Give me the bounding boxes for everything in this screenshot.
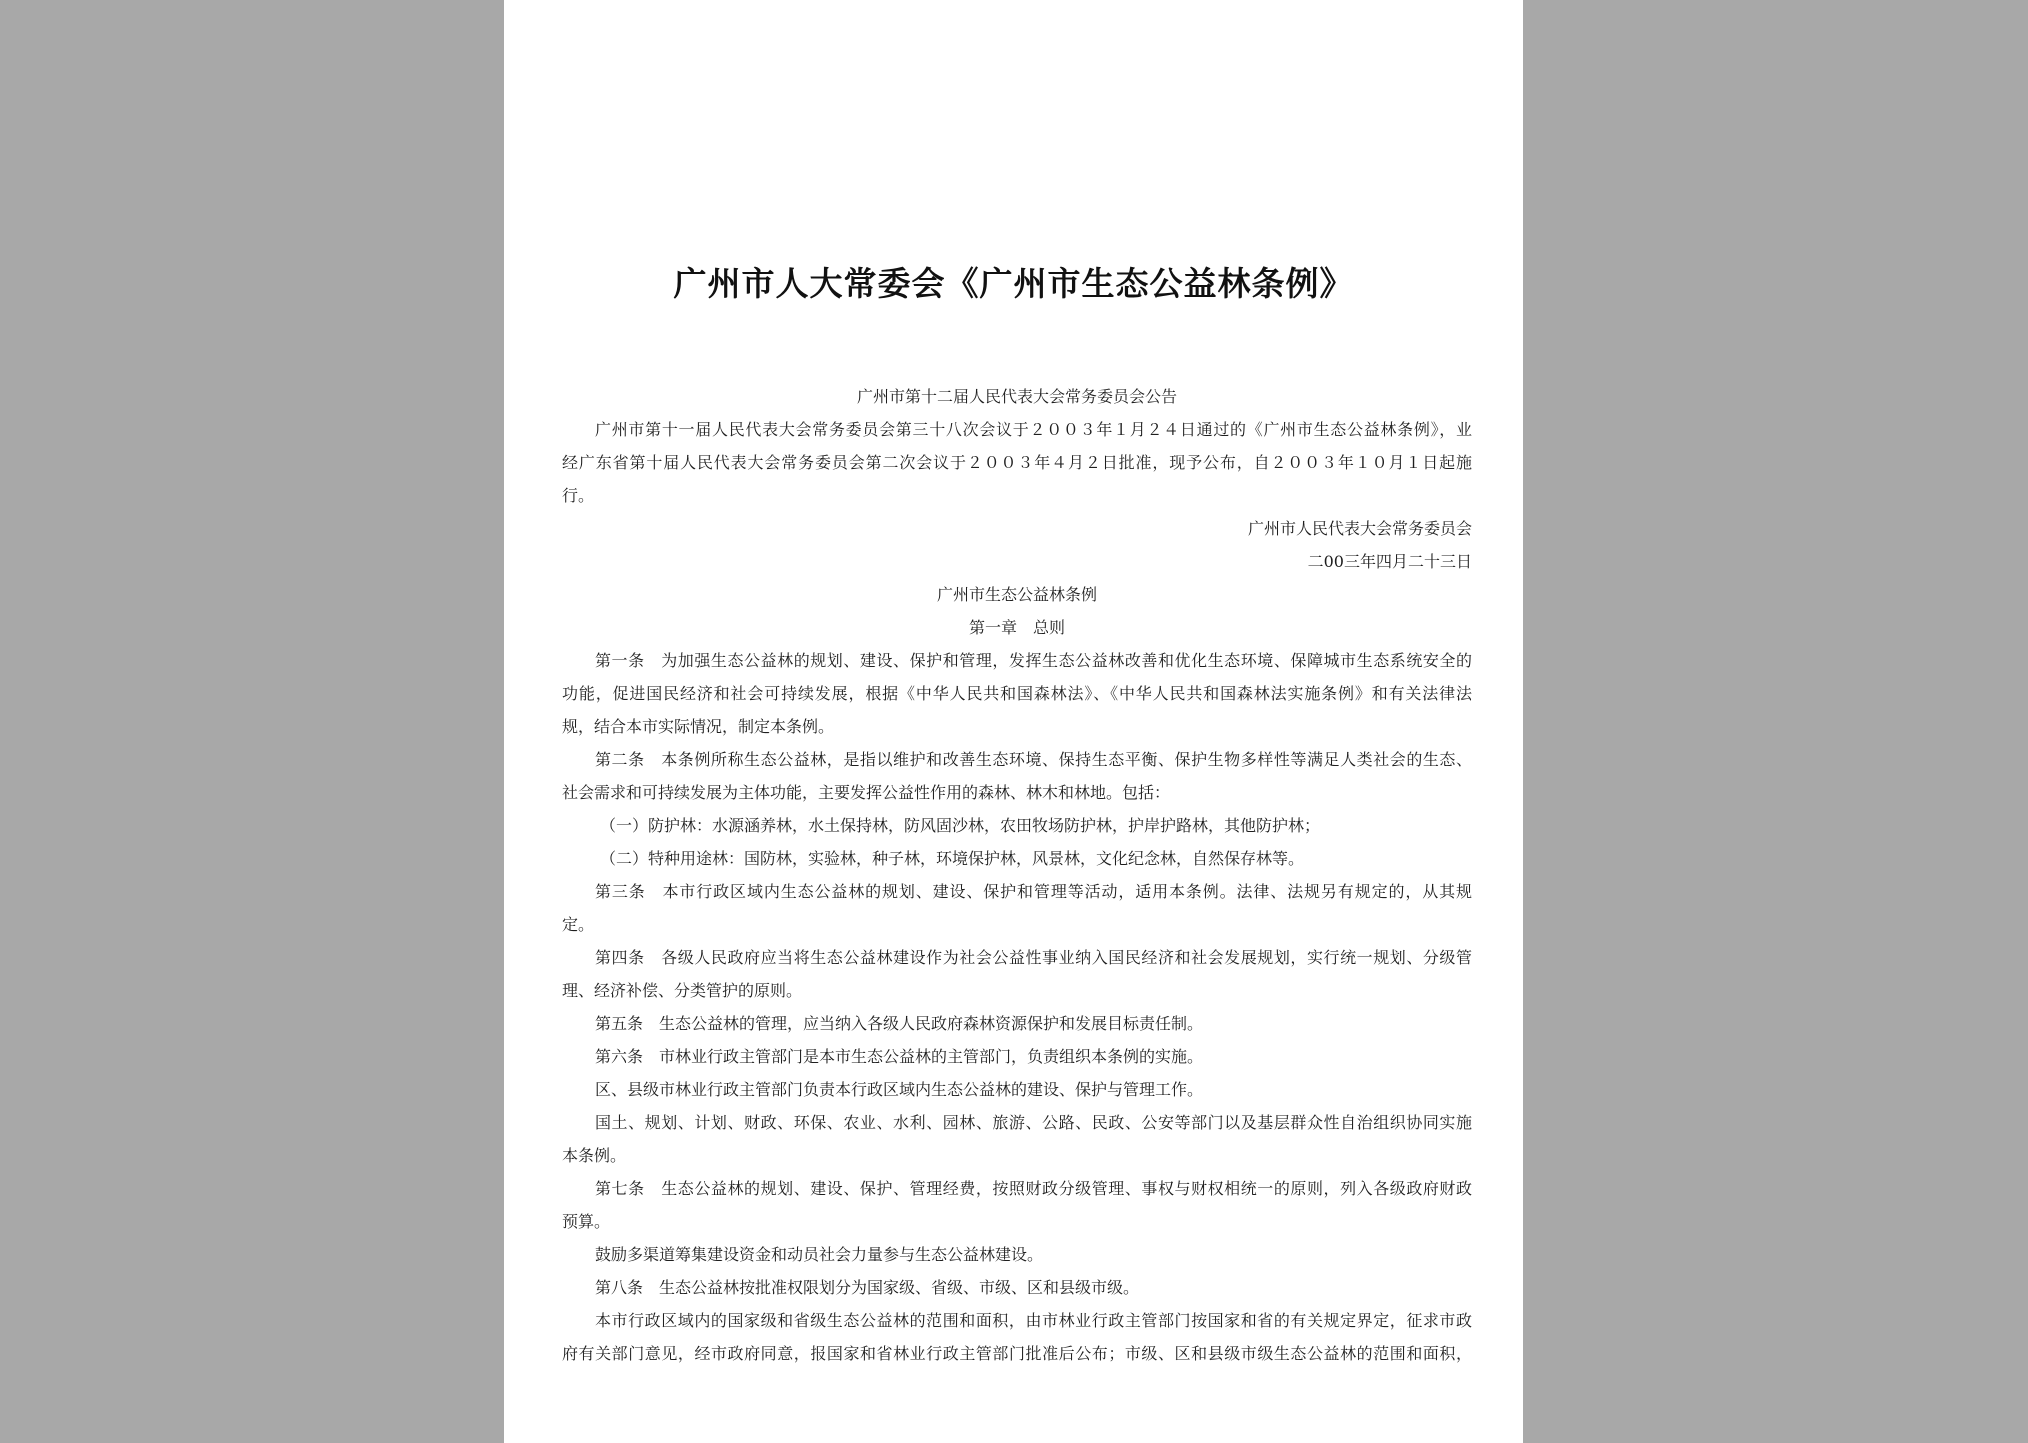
issue-date: 二00三年四月二十三日 [1307, 552, 1472, 571]
paragraph-line: 本市行政区域内的国家级和省级生态公益林的范围和面积，由市林业行政主管部门按国家和省的有关规定界定，征求市政 [595, 1311, 1472, 1330]
list-item: （二）特种用途林：国防林，实验林，种子林，环境保护林，风景林，文化纪念林，自然保存林等。 [600, 849, 1305, 868]
chapter-heading: 第一章 总则 [968, 618, 1065, 637]
paragraph-line: 理、经济补偿、分类管护的原则。 [562, 981, 803, 1000]
paragraph-line: 第八条 生态公益林按批准权限划分为国家级、省级、市级、区和县级市级。 [595, 1278, 1140, 1297]
paragraph-line: 定。 [562, 915, 595, 934]
paragraph-line: 区、县级市林业行政主管部门负责本行政区域内生态公益林的建设、保护与管理工作。 [595, 1080, 1204, 1099]
paragraph-line: 功能，促进国民经济和社会可持续发展，根据《中华人民共和国森林法》、《中华人民共和国森林法实施条例》和有关法律法 [562, 684, 1472, 703]
paragraph-line: 预算。 [562, 1212, 611, 1231]
paragraph-line: 第一条 为加强生态公益林的规划、建设、保护和管理，发挥生态公益林改善和优化生态环境、保障城市生态系统安全的 [595, 651, 1472, 670]
document-page [504, 0, 1523, 1443]
paragraph-line: 社会需求和可持续发展为主体功能，主要发挥公益性作用的森林、林木和林地。包括： [562, 783, 1171, 802]
paragraph-line: 第四条 各级人民政府应当将生态公益林建设作为社会公益性事业纳入国民经济和社会发展规划，实行统一规划、分级管 [595, 948, 1472, 967]
issuer-signature: 广州市人民代表大会常务委员会 [1247, 519, 1472, 538]
paragraph-line: 第二条 本条例所称生态公益林，是指以维护和改善生态环境、保持生态平衡、保护生物多样性等满足人类社会的生态、 [595, 750, 1472, 769]
paragraph-line: 鼓励多渠道筹集建设资金和动员社会力量参与生态公益林建设。 [595, 1245, 1044, 1264]
list-item: （一）防护林：水源涵养林，水土保持林，防风固沙林，农田牧场防护林，护岸护路林，其他防护林； [600, 816, 1321, 835]
paragraph-line: 第三条 本市行政区域内生态公益林的规划、建设、保护和管理等活动，适用本条例。法律、法规另有规定的，从其规 [595, 882, 1472, 901]
paragraph-line: 第五条 生态公益林的管理，应当纳入各级人民政府森林资源保护和发展目标责任制。 [595, 1014, 1204, 1033]
announcement-title: 广州市第十二届人民代表大会常务委员会公告 [856, 387, 1177, 406]
paragraph-line: 广州市第十一届人民代表大会常务委员会第三十八次会议于２００３年１月２４日通过的《广州市生态公益林条例》，业 [595, 420, 1472, 439]
document-title: 广州市人大常委会《广州市生态公益林条例》 [673, 264, 1354, 303]
paragraph-line: 规，结合本市实际情况，制定本条例。 [562, 717, 835, 736]
document-body [562, 380, 1472, 1370]
paragraph-line: 第六条 市林业行政主管部门是本市生态公益林的主管部门，负责组织本条例的实施。 [595, 1047, 1204, 1066]
paragraph-line: 行。 [562, 486, 595, 505]
paragraph-line: 国土、规划、计划、财政、环保、农业、水利、园林、旅游、公路、民政、公安等部门以及基层群众性自治组织协同实施 [595, 1113, 1472, 1132]
paragraph-line: 本条例。 [562, 1146, 627, 1165]
paragraph-line: 经广东省第十届人民代表大会常务委员会第二次会议于２００３年４月２日批准，现予公布，自２００３年１０月１日起施 [562, 453, 1472, 472]
paragraph-line: 第七条 生态公益林的规划、建设、保护、管理经费，按照财政分级管理、事权与财权相统一的原则，列入各级政府财政 [595, 1179, 1472, 1198]
paragraph-line: 府有关部门意见，经市政府同意，报国家和省林业行政主管部门批准后公布；市级、区和县级市级生态公益林的范围和面积， [562, 1344, 1472, 1363]
regulation-title: 广州市生态公益林条例 [936, 585, 1097, 604]
